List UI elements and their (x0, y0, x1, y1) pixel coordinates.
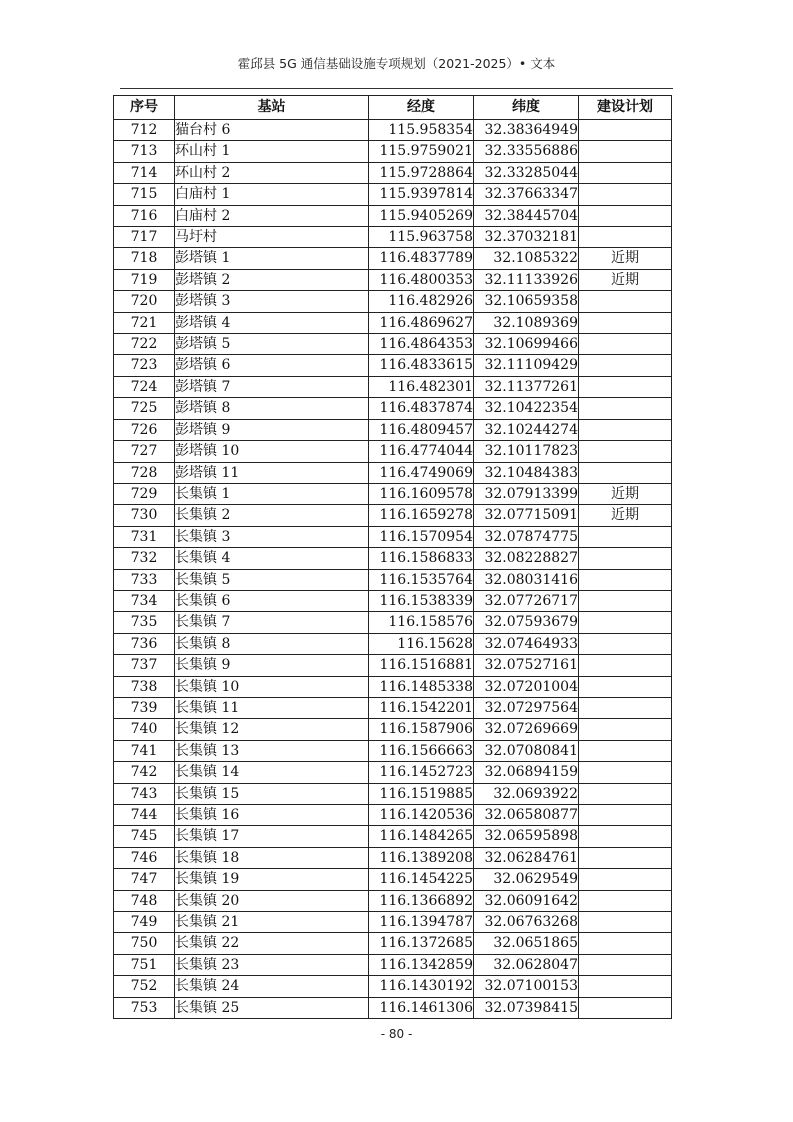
cell-longitude: 116.4809457 (369, 419, 474, 440)
cell-seq: 741 (114, 740, 175, 761)
cell-seq: 746 (114, 847, 175, 868)
cell-plan (579, 526, 672, 547)
document-header-title: 霍邱县 5G 通信基础设施专项规划（2021-2025）• 文本 (237, 56, 556, 71)
cell-station: 彭塔镇 4 (175, 312, 369, 333)
table-row (114, 120, 672, 141)
cell-latitude: 32.07715091 (474, 505, 579, 526)
cell-longitude: 116.1372685 (369, 933, 474, 954)
cell-latitude: 32.07726717 (474, 590, 579, 611)
cell-longitude: 116.482926 (369, 291, 474, 312)
cell-latitude: 32.37663347 (474, 184, 579, 205)
table-row (114, 612, 672, 633)
table-row (114, 312, 672, 333)
cell-latitude: 32.06894159 (474, 762, 579, 783)
cell-latitude: 32.07080841 (474, 740, 579, 761)
table-row (114, 933, 672, 954)
cell-plan (579, 184, 672, 205)
cell-seq: 717 (114, 227, 175, 248)
cell-longitude: 116.1586833 (369, 548, 474, 569)
cell-plan (579, 548, 672, 569)
table-row (114, 997, 672, 1018)
cell-latitude: 32.08031416 (474, 569, 579, 590)
cell-plan (579, 912, 672, 933)
cell-seq: 748 (114, 890, 175, 911)
cell-plan (579, 933, 672, 954)
cell-station: 长集镇 12 (175, 719, 369, 740)
cell-latitude: 32.06580877 (474, 805, 579, 826)
cell-longitude: 116.4774044 (369, 441, 474, 462)
cell-station: 彭塔镇 2 (175, 269, 369, 290)
cell-plan (579, 376, 672, 397)
cell-latitude: 32.38445704 (474, 205, 579, 226)
cell-longitude: 116.1461306 (369, 997, 474, 1018)
table-row (114, 248, 672, 269)
table-row (114, 269, 672, 290)
table-row (114, 376, 672, 397)
cell-latitude: 32.37032181 (474, 227, 579, 248)
table-row (114, 697, 672, 718)
cell-plan (579, 633, 672, 654)
cell-seq: 751 (114, 954, 175, 975)
cell-longitude: 116.1485338 (369, 676, 474, 697)
base-station-table (113, 95, 672, 1019)
cell-longitude: 116.1566663 (369, 740, 474, 761)
cell-seq: 749 (114, 912, 175, 933)
column-header-station: 基站 (175, 96, 369, 120)
cell-seq: 728 (114, 462, 175, 483)
table-row (114, 655, 672, 676)
cell-longitude: 116.482301 (369, 376, 474, 397)
table-row (114, 954, 672, 975)
cell-plan (579, 997, 672, 1018)
cell-latitude: 32.10244274 (474, 419, 579, 440)
cell-plan (579, 847, 672, 868)
cell-longitude: 115.9405269 (369, 205, 474, 226)
cell-latitude: 32.33556886 (474, 141, 579, 162)
cell-plan (579, 590, 672, 611)
table-row (114, 162, 672, 183)
cell-seq: 727 (114, 441, 175, 462)
cell-station: 彭塔镇 5 (175, 334, 369, 355)
column-header-plan: 建设计划 (579, 96, 672, 120)
cell-plan (579, 676, 672, 697)
cell-plan: 近期 (579, 248, 672, 269)
cell-latitude: 32.0651865 (474, 933, 579, 954)
cell-seq: 718 (114, 248, 175, 269)
cell-station: 白庙村 1 (175, 184, 369, 205)
cell-latitude: 32.10484383 (474, 462, 579, 483)
cell-station: 长集镇 7 (175, 612, 369, 633)
cell-seq: 713 (114, 141, 175, 162)
cell-plan (579, 826, 672, 847)
table-row (114, 676, 672, 697)
table-body (114, 120, 672, 1019)
cell-seq: 719 (114, 269, 175, 290)
cell-plan (579, 441, 672, 462)
cell-longitude: 116.4864353 (369, 334, 474, 355)
cell-latitude: 32.38364949 (474, 120, 579, 141)
cell-seq: 712 (114, 120, 175, 141)
cell-plan: 近期 (579, 269, 672, 290)
table-row (114, 847, 672, 868)
cell-station: 长集镇 11 (175, 697, 369, 718)
cell-plan (579, 355, 672, 376)
cell-longitude: 116.1538339 (369, 590, 474, 611)
cell-seq: 737 (114, 655, 175, 676)
table-row (114, 805, 672, 826)
cell-plan (579, 869, 672, 890)
cell-latitude: 32.10659358 (474, 291, 579, 312)
cell-plan (579, 976, 672, 997)
cell-station: 白庙村 2 (175, 205, 369, 226)
cell-longitude: 115.9759021 (369, 141, 474, 162)
cell-longitude: 116.1342859 (369, 954, 474, 975)
table-row (114, 505, 672, 526)
cell-longitude: 116.4869627 (369, 312, 474, 333)
cell-station: 长集镇 10 (175, 676, 369, 697)
cell-latitude: 32.08228827 (474, 548, 579, 569)
cell-seq: 736 (114, 633, 175, 654)
cell-seq: 734 (114, 590, 175, 611)
cell-longitude: 116.1454225 (369, 869, 474, 890)
cell-latitude: 32.07527161 (474, 655, 579, 676)
cell-plan (579, 740, 672, 761)
header-divider (120, 88, 673, 89)
table-row (114, 762, 672, 783)
cell-plan (579, 227, 672, 248)
cell-station: 长集镇 25 (175, 997, 369, 1018)
cell-station: 长集镇 4 (175, 548, 369, 569)
cell-station: 长集镇 5 (175, 569, 369, 590)
cell-seq: 725 (114, 398, 175, 419)
cell-station: 马圩村 (175, 227, 369, 248)
table-header-row (114, 96, 672, 120)
cell-station: 彭塔镇 11 (175, 462, 369, 483)
cell-station: 长集镇 2 (175, 505, 369, 526)
page-number: - 80 - (380, 1027, 413, 1041)
table-row (114, 783, 672, 804)
cell-latitude: 32.10117823 (474, 441, 579, 462)
cell-seq: 724 (114, 376, 175, 397)
table-row (114, 740, 672, 761)
cell-plan (579, 334, 672, 355)
cell-longitude: 116.4749069 (369, 462, 474, 483)
cell-station: 长集镇 3 (175, 526, 369, 547)
cell-plan (579, 569, 672, 590)
cell-station: 长集镇 17 (175, 826, 369, 847)
column-header-latitude: 纬度 (474, 96, 579, 120)
cell-seq: 731 (114, 526, 175, 547)
cell-latitude: 32.10422354 (474, 398, 579, 419)
table-row (114, 291, 672, 312)
cell-longitude: 115.9397814 (369, 184, 474, 205)
table-row (114, 184, 672, 205)
cell-longitude: 116.1609578 (369, 483, 474, 504)
cell-station: 长集镇 18 (175, 847, 369, 868)
cell-seq: 716 (114, 205, 175, 226)
cell-station: 长集镇 16 (175, 805, 369, 826)
cell-plan (579, 655, 672, 676)
cell-plan: 近期 (579, 483, 672, 504)
cell-longitude: 115.9728864 (369, 162, 474, 183)
table-row (114, 890, 672, 911)
cell-plan (579, 719, 672, 740)
cell-latitude: 32.07593679 (474, 612, 579, 633)
cell-seq: 732 (114, 548, 175, 569)
cell-seq: 735 (114, 612, 175, 633)
cell-latitude: 32.07913399 (474, 483, 579, 504)
cell-station: 彭塔镇 3 (175, 291, 369, 312)
cell-plan (579, 291, 672, 312)
cell-latitude: 32.11133926 (474, 269, 579, 290)
cell-longitude: 116.1542201 (369, 697, 474, 718)
cell-longitude: 116.1452723 (369, 762, 474, 783)
cell-station: 长集镇 13 (175, 740, 369, 761)
cell-plan: 近期 (579, 505, 672, 526)
cell-station: 彭塔镇 1 (175, 248, 369, 269)
table-row (114, 826, 672, 847)
cell-longitude: 116.1516881 (369, 655, 474, 676)
cell-seq: 730 (114, 505, 175, 526)
table-row (114, 869, 672, 890)
cell-station: 长集镇 20 (175, 890, 369, 911)
table-row (114, 483, 672, 504)
cell-latitude: 32.06284761 (474, 847, 579, 868)
cell-plan (579, 419, 672, 440)
cell-station: 环山村 1 (175, 141, 369, 162)
cell-longitude: 116.4837789 (369, 248, 474, 269)
cell-latitude: 32.07297564 (474, 697, 579, 718)
cell-longitude: 116.1389208 (369, 847, 474, 868)
cell-longitude: 116.1659278 (369, 505, 474, 526)
table-row (114, 976, 672, 997)
cell-seq: 747 (114, 869, 175, 890)
cell-longitude: 116.1366892 (369, 890, 474, 911)
cell-plan (579, 697, 672, 718)
cell-seq: 722 (114, 334, 175, 355)
cell-seq: 743 (114, 783, 175, 804)
table-row (114, 526, 672, 547)
table-row (114, 141, 672, 162)
cell-seq: 714 (114, 162, 175, 183)
cell-station: 长集镇 19 (175, 869, 369, 890)
table-row (114, 227, 672, 248)
cell-station: 彭塔镇 9 (175, 419, 369, 440)
cell-seq: 752 (114, 976, 175, 997)
cell-longitude: 116.4833615 (369, 355, 474, 376)
cell-longitude: 116.15628 (369, 633, 474, 654)
cell-plan (579, 205, 672, 226)
cell-longitude: 116.1430192 (369, 976, 474, 997)
cell-latitude: 32.07100153 (474, 976, 579, 997)
cell-latitude: 32.06763268 (474, 912, 579, 933)
cell-station: 长集镇 8 (175, 633, 369, 654)
cell-seq: 726 (114, 419, 175, 440)
cell-station: 环山村 2 (175, 162, 369, 183)
cell-longitude: 116.1394787 (369, 912, 474, 933)
cell-station: 长集镇 22 (175, 933, 369, 954)
cell-latitude: 32.11109429 (474, 355, 579, 376)
cell-longitude: 116.4800353 (369, 269, 474, 290)
table-row (114, 462, 672, 483)
cell-latitude: 32.0628047 (474, 954, 579, 975)
cell-station: 彭塔镇 10 (175, 441, 369, 462)
table-row (114, 398, 672, 419)
cell-longitude: 116.1420536 (369, 805, 474, 826)
cell-plan (579, 312, 672, 333)
cell-latitude: 32.0693922 (474, 783, 579, 804)
cell-plan (579, 612, 672, 633)
cell-seq: 750 (114, 933, 175, 954)
cell-station: 长集镇 24 (175, 976, 369, 997)
cell-plan (579, 954, 672, 975)
table-row (114, 548, 672, 569)
cell-seq: 729 (114, 483, 175, 504)
cell-seq: 745 (114, 826, 175, 847)
cell-station: 长集镇 15 (175, 783, 369, 804)
cell-longitude: 116.4837874 (369, 398, 474, 419)
cell-station: 长集镇 6 (175, 590, 369, 611)
cell-seq: 723 (114, 355, 175, 376)
cell-seq: 740 (114, 719, 175, 740)
cell-longitude: 115.963758 (369, 227, 474, 248)
cell-latitude: 32.06595898 (474, 826, 579, 847)
cell-station: 彭塔镇 7 (175, 376, 369, 397)
cell-seq: 744 (114, 805, 175, 826)
cell-station: 长集镇 23 (175, 954, 369, 975)
cell-plan (579, 120, 672, 141)
cell-plan (579, 462, 672, 483)
cell-latitude: 32.1089369 (474, 312, 579, 333)
column-header-longitude: 经度 (369, 96, 474, 120)
cell-latitude: 32.06091642 (474, 890, 579, 911)
table-row (114, 355, 672, 376)
cell-plan (579, 890, 672, 911)
cell-latitude: 32.33285044 (474, 162, 579, 183)
cell-longitude: 116.1535764 (369, 569, 474, 590)
cell-plan (579, 162, 672, 183)
cell-latitude: 32.07201004 (474, 676, 579, 697)
cell-seq: 738 (114, 676, 175, 697)
cell-plan (579, 762, 672, 783)
cell-longitude: 116.1587906 (369, 719, 474, 740)
column-header-seq: 序号 (114, 96, 175, 120)
cell-seq: 739 (114, 697, 175, 718)
cell-longitude: 116.1484265 (369, 826, 474, 847)
table-row (114, 334, 672, 355)
cell-seq: 753 (114, 997, 175, 1018)
cell-station: 猫台村 6 (175, 120, 369, 141)
cell-seq: 742 (114, 762, 175, 783)
cell-station: 彭塔镇 6 (175, 355, 369, 376)
table-row (114, 419, 672, 440)
table-row (114, 441, 672, 462)
table-row (114, 569, 672, 590)
cell-plan (579, 783, 672, 804)
cell-latitude: 32.07464933 (474, 633, 579, 654)
cell-seq: 733 (114, 569, 175, 590)
cell-longitude: 116.1519885 (369, 783, 474, 804)
cell-plan (579, 141, 672, 162)
cell-latitude: 32.10699466 (474, 334, 579, 355)
cell-longitude: 116.158576 (369, 612, 474, 633)
table-row (114, 205, 672, 226)
cell-longitude: 116.1570954 (369, 526, 474, 547)
cell-plan (579, 398, 672, 419)
cell-seq: 720 (114, 291, 175, 312)
cell-latitude: 32.1085322 (474, 248, 579, 269)
cell-seq: 721 (114, 312, 175, 333)
cell-latitude: 32.11377261 (474, 376, 579, 397)
cell-latitude: 32.07398415 (474, 997, 579, 1018)
cell-plan (579, 805, 672, 826)
cell-station: 长集镇 21 (175, 912, 369, 933)
table-row (114, 719, 672, 740)
cell-longitude: 115.958354 (369, 120, 474, 141)
cell-station: 彭塔镇 8 (175, 398, 369, 419)
table-row (114, 633, 672, 654)
cell-seq: 715 (114, 184, 175, 205)
cell-latitude: 32.0629549 (474, 869, 579, 890)
table-row (114, 912, 672, 933)
cell-station: 长集镇 1 (175, 483, 369, 504)
cell-latitude: 32.07269669 (474, 719, 579, 740)
cell-station: 长集镇 14 (175, 762, 369, 783)
cell-latitude: 32.07874775 (474, 526, 579, 547)
cell-station: 长集镇 9 (175, 655, 369, 676)
table-row (114, 590, 672, 611)
